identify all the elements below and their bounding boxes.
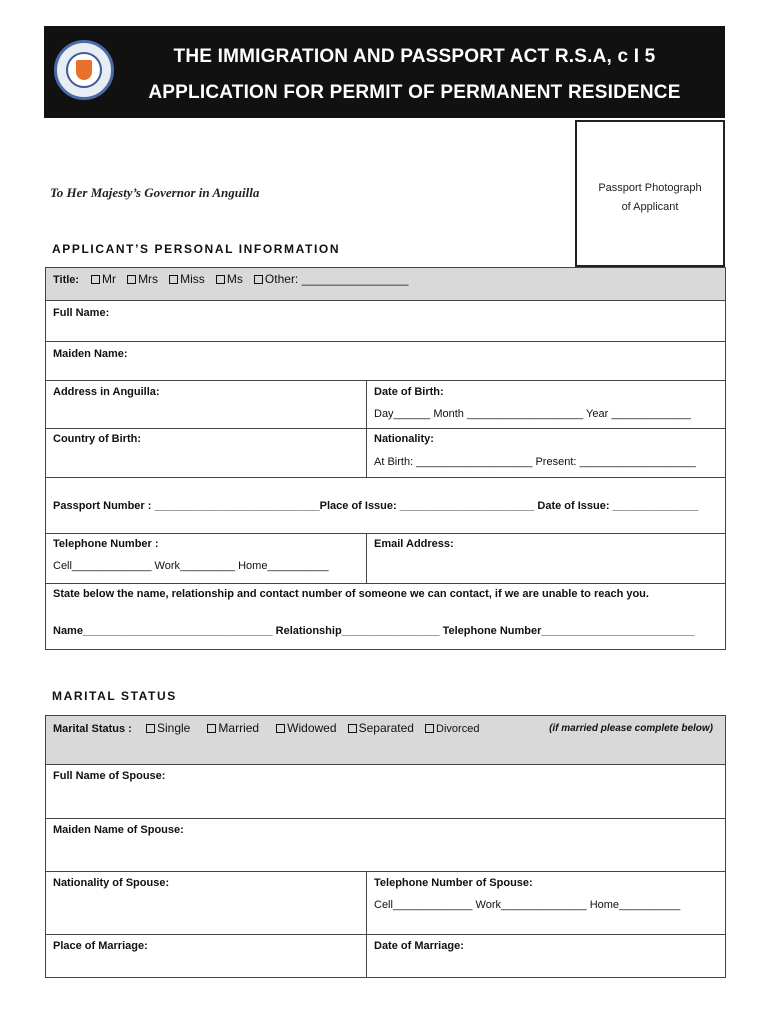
- date-of-marriage-cell[interactable]: [366, 935, 725, 977]
- email-cell[interactable]: [366, 534, 725, 583]
- email-label: Email Address:: [374, 538, 454, 550]
- marital-option-divorced[interactable]: Divorced: [425, 723, 479, 735]
- title-option-mr[interactable]: Mr: [91, 272, 116, 286]
- marital-status-row: [46, 716, 725, 765]
- marital-option-separated[interactable]: Separated: [348, 721, 414, 735]
- checkbox-icon[interactable]: [425, 724, 434, 733]
- spouse-maiden-name-row[interactable]: [46, 819, 725, 872]
- spouse-telephone-label: Telephone Number of Spouse:: [374, 877, 533, 889]
- spouse-telephone-cell[interactable]: [366, 872, 725, 934]
- place-of-marriage-cell[interactable]: [46, 935, 366, 977]
- checkbox-icon[interactable]: [146, 724, 155, 733]
- emergency-contact-instruction: State below the name, relationship and contact number of someone we can contact, if we are unable to reach you.: [53, 588, 649, 600]
- country-of-birth-cell[interactable]: [46, 429, 366, 477]
- title-option-miss[interactable]: Miss: [169, 272, 205, 286]
- maiden-name-row[interactable]: [46, 342, 725, 381]
- marital-option-widowed[interactable]: Widowed: [276, 721, 336, 735]
- place-of-marriage-label: Place of Marriage:: [53, 940, 148, 952]
- passport-row: [46, 478, 725, 534]
- date-of-marriage-label: Date of Marriage:: [374, 940, 464, 952]
- telephone-label: Telephone Number :: [53, 538, 159, 550]
- marital-option-single[interactable]: Single: [146, 721, 190, 735]
- personal-info-table: [45, 267, 726, 650]
- checkbox-icon[interactable]: [216, 275, 225, 284]
- checkbox-icon[interactable]: [127, 275, 136, 284]
- title-row: [46, 268, 725, 301]
- title-label: Title:: [53, 274, 80, 286]
- marital-option-married[interactable]: Married: [207, 721, 259, 735]
- telephone-email-row: [46, 534, 725, 584]
- title-option-other[interactable]: Other: ________________: [254, 272, 408, 286]
- emergency-contact-row: [46, 584, 725, 649]
- nationality-cell[interactable]: [366, 429, 725, 477]
- marriage-place-date-row: [46, 935, 725, 977]
- address-label: Address in Anguilla:: [53, 386, 160, 398]
- spouse-full-name-row[interactable]: [46, 765, 725, 819]
- title-option-ms[interactable]: Ms: [216, 272, 243, 286]
- full-name-label: Full Name:: [53, 307, 110, 319]
- title-option-mrs[interactable]: Mrs: [127, 272, 158, 286]
- spouse-telephone-fields[interactable]: Cell_____________ Work______________ Home__________: [374, 899, 681, 911]
- nationality-label: Nationality:: [374, 433, 434, 445]
- spouse-nationality-label: Nationality of Spouse:: [53, 877, 170, 889]
- marital-status-heading: MARITAL STATUS: [52, 689, 177, 703]
- telephone-cell[interactable]: [46, 534, 366, 583]
- form-header: [44, 26, 725, 118]
- maiden-name-label: Maiden Name:: [53, 348, 128, 360]
- address-dob-row: [46, 381, 725, 429]
- spouse-full-name-label: Full Name of Spouse:: [53, 770, 166, 782]
- address-cell[interactable]: [46, 381, 366, 428]
- spouse-nationality-telephone-row: [46, 872, 725, 935]
- personal-info-heading: APPLICANT’S PERSONAL INFORMATION: [52, 242, 341, 256]
- checkbox-icon[interactable]: [91, 275, 100, 284]
- full-name-row[interactable]: [46, 301, 725, 342]
- marital-status-options: [146, 721, 487, 735]
- checkbox-icon[interactable]: [348, 724, 357, 733]
- spouse-maiden-name-label: Maiden Name of Spouse:: [53, 824, 184, 836]
- governor-salutation: To Her Majesty’s Governor in Anguilla: [50, 185, 260, 200]
- title-options: [91, 272, 416, 286]
- passport-fields[interactable]: Passport Number : ___________________________Place of Issue: ______________________ Date of Issue: ______________: [53, 500, 699, 512]
- spouse-nationality-cell[interactable]: [46, 872, 366, 934]
- form-title-application: APPLICATION FOR PERMIT OF PERMANENT RESIDENCE: [148, 82, 681, 103]
- country-nationality-row: [46, 429, 725, 478]
- nationality-fields[interactable]: At Birth: ___________________ Present: ___________________: [374, 456, 696, 468]
- passport-photo-box[interactable]: [575, 120, 725, 267]
- marital-status-table: [45, 715, 726, 978]
- checkbox-icon[interactable]: [276, 724, 285, 733]
- checkbox-icon[interactable]: [207, 724, 216, 733]
- emergency-contact-fields[interactable]: Name_______________________________ Relationship________________ Telephone Number_________________________: [53, 625, 695, 637]
- photo-label-line1: Passport Photograph: [598, 182, 702, 194]
- dob-cell[interactable]: [366, 381, 725, 428]
- form-title-act: THE IMMIGRATION AND PASSPORT ACT R.S.A, c I 5: [173, 46, 656, 67]
- dob-fields[interactable]: Day______ Month ___________________ Year _____________: [374, 408, 691, 420]
- checkbox-icon[interactable]: [254, 275, 263, 284]
- telephone-fields[interactable]: Cell_____________ Work_________ Home__________: [53, 560, 329, 572]
- dob-label: Date of Birth:: [374, 386, 444, 398]
- marital-status-label: Marital Status :: [53, 723, 132, 735]
- checkbox-icon[interactable]: [169, 275, 178, 284]
- country-of-birth-label: Country of Birth:: [53, 433, 141, 445]
- photo-label-line2: of Applicant: [621, 201, 679, 213]
- marital-note: (if married please complete below): [549, 723, 713, 734]
